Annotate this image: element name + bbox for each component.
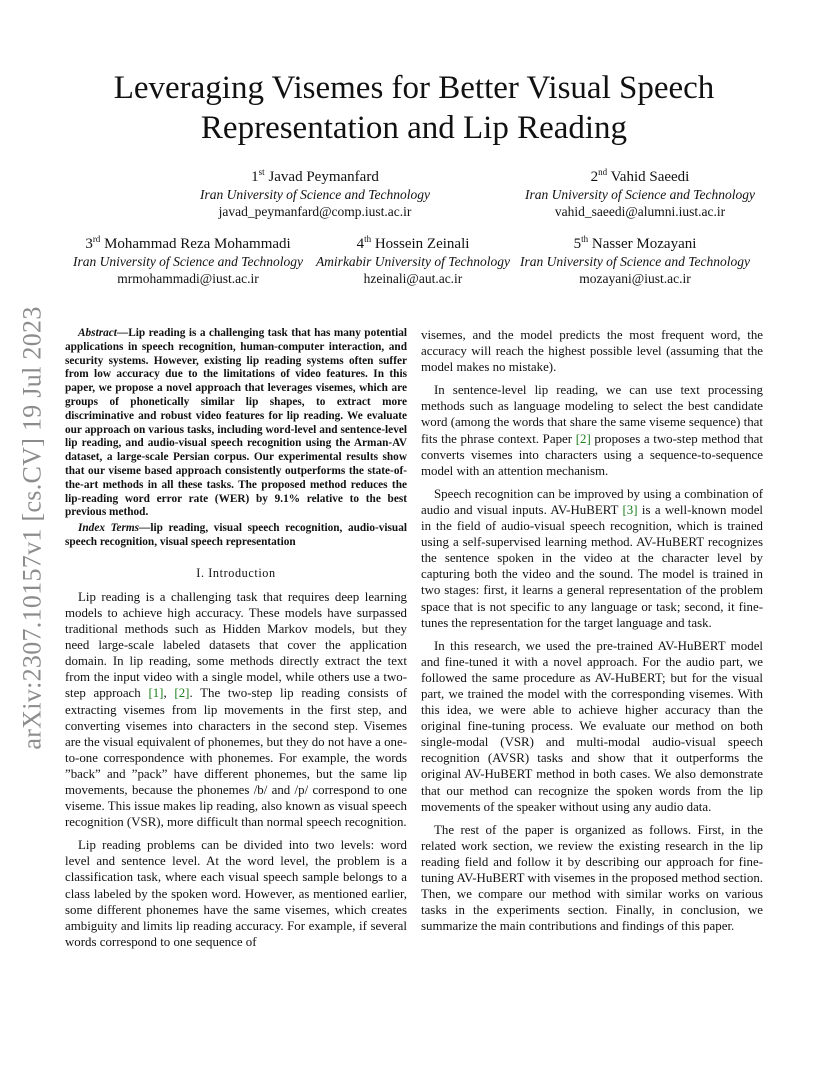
author-email: mrmohammadi@iust.ac.ir: [117, 271, 259, 286]
index-terms-text: —lip reading, visual speech recognition, audio-visual speech recognition, visual speech representation: [65, 522, 407, 548]
index-terms-label: Index Terms: [78, 522, 140, 535]
author-block-4: [308, 231, 518, 287]
title-line-1: Leveraging Visemes for Better Visual Speech: [113, 70, 715, 106]
author-email: mozayani@iust.ac.ir: [579, 271, 691, 286]
author-email: hzeinali@aut.ac.ir: [363, 271, 463, 286]
section-heading-introduction: I. Introduction: [196, 565, 276, 580]
author-affiliation: Iran University of Science and Technology: [519, 254, 751, 269]
intro-paragraph-7: The rest of the paper is organized as follows. First, in the related work section, we review the existing research in the lip reading field and follow it by describing our approach for fine-tuning AV-HuBERT with visemes in the proposed method section. Then, we compare our method with similar works on various tasks in the experiments section. Finally, in conclusion, we summarize the main contributions and findings of this paper.: [421, 822, 763, 934]
abstract-label: Abstract: [78, 327, 117, 339]
intro-paragraph-4: In sentence-level lip reading, we can use text processing methods such as language modeling to select the best candidate word (among the words that share the same viseme sequence) that fits the phrase context. Paper [2] proposes a two-step method that converts visemes into characters using a sequence-to-sequence model with an attention mechanism.: [421, 383, 763, 478]
author-block-3: [58, 231, 318, 287]
right-column: [421, 327, 763, 941]
author-name: 1st Javad Peymanfard: [251, 167, 379, 185]
author-email: vahid_saeedi@alumni.iust.ac.ir: [554, 204, 726, 219]
intro-paragraph-6: In this research, we used the pre-trained AV-HuBERT model and fine-tuned it with a novel approach. For the audio part, we followed the same procedure as AV-HuBERT; but for the visual part, we trained the model with the corresponding visemes. With this idea, we were able to achieve higher accuracy than the original fine-tuning process. We evaluate our method on both single-modal (VSR) and multi-modal audio-visual speech recognition (AVSR) tasks and show that it outperforms the original AV-HuBERT method in both cases. We also demonstrate that our method can recognize the spoken words from the lip movements of the speaker without using any audio data.: [421, 638, 763, 814]
author-name: 2nd Vahid Saeedi: [590, 167, 690, 185]
author-name: 5th Nasser Mozayani: [573, 234, 697, 252]
arxiv-id: arXiv:2307.10157v1 [cs.CV] 19 Jul 2023: [18, 305, 48, 750]
author-affiliation: Iran University of Science and Technology: [72, 254, 304, 269]
author-name: 3rd Mohammad Reza Mohammadi: [85, 234, 291, 252]
citation-link[interactable]: [2]: [575, 431, 591, 446]
author-affiliation: Iran University of Science and Technology: [199, 187, 431, 202]
citation-link[interactable]: [3]: [622, 502, 638, 517]
left-column: [65, 327, 407, 957]
paper-title: [80, 68, 748, 148]
arxiv-sidebar-stamp: [16, 295, 50, 760]
author-email: javad_peymanfard@comp.iust.ac.ir: [218, 204, 412, 219]
intro-paragraph-3: visemes, and the model predicts the most frequent word, the accuracy will reach the highest possible level (assuming that the model makes no mistake).: [421, 328, 763, 375]
citation-link[interactable]: [2]: [174, 686, 190, 701]
abstract: [65, 327, 407, 520]
title-line-2: Representation and Lip Reading: [200, 110, 628, 146]
author-block-5: [505, 231, 765, 287]
abstract-text: —Lip reading is a challenging task that has many potential applications in speech recognition, human-computer interaction, and security systems. However, existing lip reading systems often suffer from low accuracy due to the limitations of video features. In this paper, we propose a novel approach that leverages visemes, which are groups of phonetically similar lip shapes, to extract more discriminative and robust video features for lip reading. We evaluate our approach on various tasks, including word-level and sentence-level lip reading, and audio-visual speech recognition using the Arman-AV dataset, a large-scale Persian corpus. Our experimental results show that our viseme based approach consistently outperforms the state-of-the-art methods in all these tasks. The proposed method reduces the lip-reading word error rate (WER) by 9.1% relative to the best previous method.: [65, 327, 407, 519]
author-affiliation: Iran University of Science and Technology: [524, 187, 756, 202]
author-block-1: [150, 164, 480, 220]
author-affiliation: Amirkabir University of Technology: [315, 254, 511, 269]
intro-paragraph-5: Speech recognition can be improved by using a combination of audio and visual inputs. AV-HuBERT [3] is a well-known model in the field of audio-visual speech recognition, which is trained using a self-supervised learning method. AV-HuBERT recognizes the sentence spoken in the video at the character level by capturing both the video and the sound. The model is trained in two stages: first, it learns a general representation of the problem space that is not specific to any language or task; second, it fine-tunes the representation for the target language and task.: [421, 486, 764, 630]
citation-link[interactable]: [1]: [148, 686, 164, 701]
intro-paragraph-1: Lip reading is a challenging task that requires deep learning models to achieve high accuracy. These models have surpassed traditional methods such as Hidden Markov models, but they need large-scale labeled datasets that cover the application domain. In lip reading, some methods directly extract the text from the input video with a single model, while others use a two-step approach [1], [2]. The two-step lip reading consists of extracting visemes from lip movements in the first step, and converting visemes into characters in the second step. Visemes are the visual equivalent of phonemes, but they do not have a one-to-one correspondence with phonemes. For example, the words ”back” and ”pack” have different phonemes, but the same lip movements, because the phonemes /b/ and /p/ correspond to one viseme. This issue makes lip reading, also known as visual speech recognition (VSR), more difficult than normal speech recognition.: [65, 589, 407, 830]
index-terms: [65, 522, 407, 550]
author-name: 4th Hossein Zeinali: [356, 234, 470, 252]
author-block-2: [490, 164, 790, 220]
intro-paragraph-2: Lip reading problems can be divided into two levels: word level and sentence level. At the word level, the problem is a classification task, where each visual speech sample belongs to a class labeled by the spoken word. However, as mentioned earlier, some different phonemes have the same visemes, which creates ambiguity and limits lip reading accuracy. For example, if several words correspond to one sequence of: [65, 838, 407, 949]
